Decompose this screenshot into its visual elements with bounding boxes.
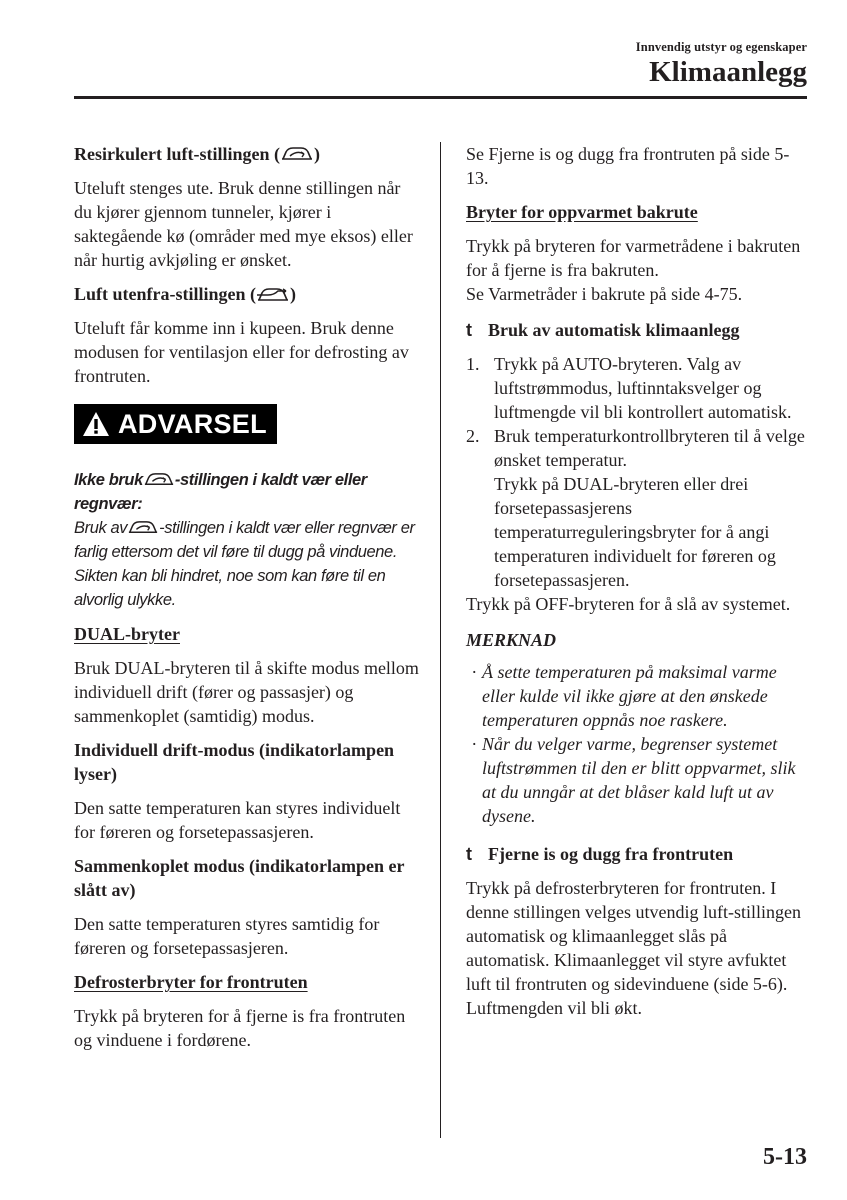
warning-text bbox=[74, 519, 415, 609]
list-item bbox=[466, 352, 810, 424]
recirc-heading bbox=[74, 142, 420, 166]
recirc-heading-text: Resirkulert luft-stillingen ( bbox=[74, 144, 280, 164]
dual-text: Bruk DUAL-bryteren til å skifte modus mellom individuell drift (fører og passasjer) og sammenkoplet (samtidig) modus. bbox=[74, 658, 419, 726]
note-text: Å sette temperaturen på maksimal varme eller kulde vil ikke gjøre at den ønskede temperaturen oppnås noe raskere. bbox=[482, 662, 777, 730]
step-body bbox=[494, 424, 810, 592]
car-outside-air-icon bbox=[256, 285, 290, 303]
car-recirculation-icon bbox=[280, 145, 314, 163]
step-number: 2. bbox=[466, 426, 480, 446]
warning-banner bbox=[74, 404, 277, 444]
outside-heading-close: ) bbox=[290, 284, 296, 304]
warning-heading bbox=[74, 468, 420, 516]
defrost-heading: Defrosterbryter for frontruten bbox=[74, 972, 308, 992]
indiv-text: Den satte temperaturen kan styres individuelt for føreren og forsetepassasjeren. bbox=[74, 798, 401, 842]
page-title: Klimaanlegg bbox=[649, 56, 807, 88]
defrost-text: Trykk på bryteren for å fjerne is fra frontruten og vinduene i fordørene. bbox=[74, 1006, 406, 1050]
see-reference-text: Se Fjerne is og dugg fra frontruten på side 5-13. bbox=[466, 144, 790, 188]
step-text: Trykk på AUTO-bryteren. Valg av luftstrømmodus, luftinntaksvelger og luftmengde vil bli kontrollert automatisk. bbox=[494, 354, 792, 422]
auto-steps-list bbox=[466, 352, 810, 592]
recirc-heading-close: ) bbox=[313, 144, 320, 164]
defog-heading-text: Fjerne is og dugg fra frontruten bbox=[488, 844, 734, 864]
step-extra-text: Trykk på DUAL-bryteren eller drei forsetepassasjerens temperaturreguleringsbryter for å angi temperaturen individuelt for føreren og forsetepassasjeren. bbox=[494, 474, 776, 590]
warning-label: ADVARSEL bbox=[118, 409, 267, 439]
header-rule bbox=[74, 96, 807, 99]
auto-heading-text: Bruk av automatisk klimaanlegg bbox=[488, 320, 740, 340]
right-column bbox=[466, 142, 810, 1030]
car-recirculation-icon bbox=[143, 471, 175, 488]
warning-content bbox=[74, 468, 420, 612]
defog-text: Trykk på defrosterbryteren for frontruten. I denne stillingen velges utvendig luft-stillingen automatisk og klimaanlegget slås på automatisk. Klimaanlegget vil styre avfuktet luft til frontruten og sidevinduene (side 5-6). Luftmengden vil bli økt. bbox=[466, 878, 801, 1018]
note-bullet: · bbox=[471, 734, 477, 754]
note-heading: MERKNAD bbox=[466, 630, 557, 650]
rear-defrost-text bbox=[466, 234, 810, 306]
outside-heading-text: Luft utenfra-stillingen ( bbox=[74, 284, 256, 304]
car-recirculation-icon bbox=[127, 519, 159, 536]
auto-section-heading bbox=[466, 318, 810, 342]
left-column bbox=[74, 142, 420, 1062]
outside-text: Uteluft får komme inn i kupeen. Bruk denne modusen for ventilasjon eller for defrosting av frontruten. bbox=[74, 318, 409, 386]
linked-heading: Sammenkoplet modus (indikatorlampen er slått av) bbox=[74, 856, 405, 900]
note-list bbox=[466, 660, 810, 828]
rear-text-1: Trykk på bryteren for varmetrådene i bakruten for å fjerne is fra bakruten. bbox=[466, 236, 801, 280]
warning-text-post: -stillingen i kaldt vær eller regnvær er farlig ettersom det vil føre til dugg på vinduene. Sikten kan bli hindret, noe som kan føre til en alvorlig ulykke. bbox=[74, 519, 415, 609]
linked-text: Den satte temperaturen styres samtidig for føreren og forsetepassasjeren. bbox=[74, 914, 380, 958]
step-number: 1. bbox=[466, 354, 480, 374]
note-bullet: · bbox=[471, 662, 477, 682]
recirc-text: Uteluft stenges ute. Bruk denne stillingen når du kjører gjennom tunneler, kjører i saktegående kø (områder med mye eksos) eller når hurtig avkjøling er ønsket. bbox=[74, 178, 413, 270]
defog-section-heading bbox=[466, 842, 810, 866]
note-text: Når du velger varme, begrenser systemet luftstrømmen til den er blitt oppvarmet, slik at du unngår at det blåser kald luft ut av dysene. bbox=[482, 734, 796, 826]
step-text: Bruk temperaturkontrollbryteren til å velge ønsket temperatur. bbox=[494, 426, 805, 470]
warning-heading-pre: Ikke bruk bbox=[74, 471, 143, 489]
page-number: 5-13 bbox=[763, 1144, 807, 1170]
warning-triangle-icon bbox=[82, 411, 110, 437]
warning-heading-post: -stillingen i kaldt vær eller regnvær: bbox=[74, 471, 367, 513]
header-section-label: Innvendig utstyr og egenskaper bbox=[635, 40, 807, 54]
list-item bbox=[466, 660, 810, 732]
indiv-heading: Individuell drift-modus (indikatorlampen lyser) bbox=[74, 740, 395, 784]
list-item bbox=[466, 732, 810, 828]
column-divider bbox=[440, 142, 441, 1138]
section-marker: t bbox=[466, 320, 472, 340]
rear-text-2: Se Varmetråder i bakrute på side 4-75. bbox=[466, 284, 743, 304]
off-text: Trykk på OFF-bryteren for å slå av systemet. bbox=[466, 594, 791, 614]
rear-defrost-heading: Bryter for oppvarmet bakrute bbox=[466, 202, 698, 222]
warning-text-pre: Bruk av bbox=[74, 519, 128, 537]
dual-heading: DUAL-bryter bbox=[74, 624, 180, 644]
list-item bbox=[466, 424, 810, 592]
section-marker: t bbox=[466, 844, 472, 864]
outside-heading bbox=[74, 282, 420, 306]
